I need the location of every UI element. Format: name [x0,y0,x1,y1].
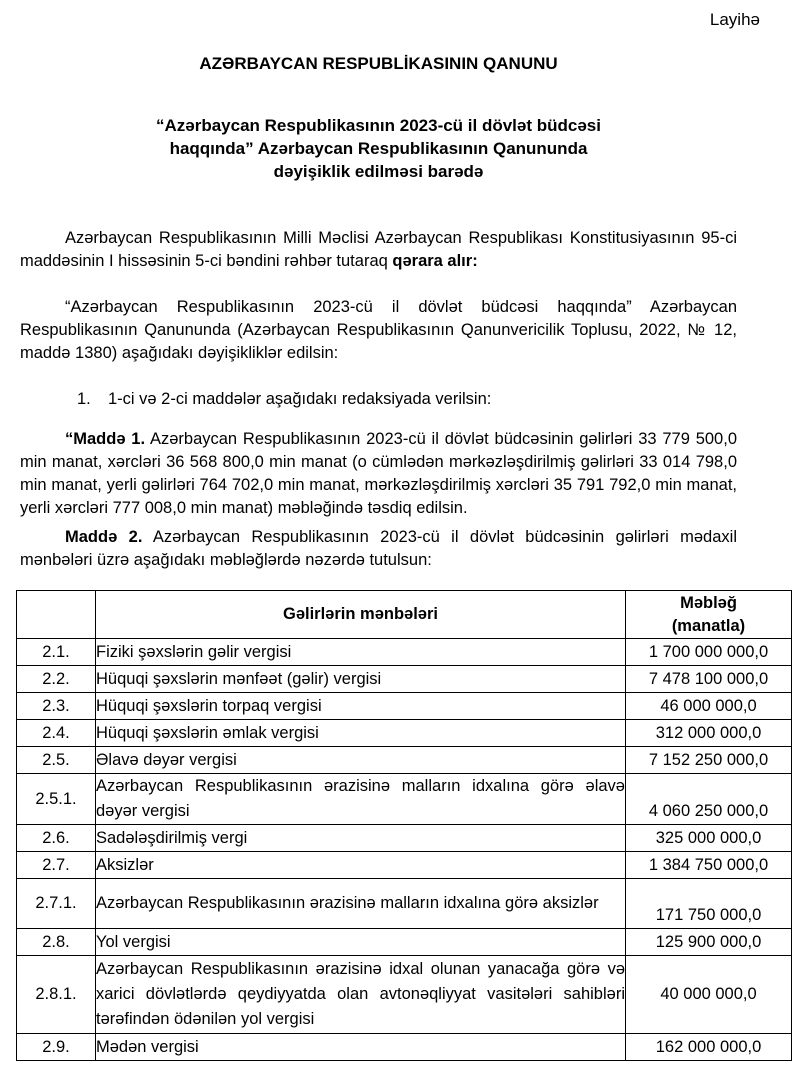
row-number-cell: 2.2. [17,666,96,693]
row-number-cell: 2.6. [17,825,96,852]
amount-cell: 1 700 000 000,0 [626,639,792,666]
table-row [17,1034,792,1061]
header-source-cell: Gəlirlərin mənbələri [96,591,626,639]
table-row [17,852,792,879]
row-number-cell: 2.5. [17,747,96,774]
revenue-source-cell: Sadələşdirilmiş vergi [96,825,626,852]
header-amount-line-2: (manatla) [671,616,746,635]
amount-cell: 162 000 000,0 [626,1034,792,1061]
table-row [17,666,792,693]
article-1-label: “Maddə 1. [65,430,146,448]
header-empty-cell [17,591,96,639]
amount-cell: 40 000 000,0 [626,956,792,1034]
article-1-text: Azərbaycan Respublikasının 2023-cü il dövlət büdcəsinin gəlirləri 33 779 500,0 min manat, xərcləri 36 568 800,0 min manat (o cümlədən mərkəzləşdirilmiş gəlirləri 33 014 798,0 min manat, yerli gəlirləri 764 702,0 min manat, mərkəzləşdirilmiş xərcləri 35 791 792,0 min manat, yerli xərcləri 777 008,0 min manat) məbləğində təsdiq edilsin. [20,430,737,517]
revenue-source-cell: Aksizlər [96,852,626,879]
row-number-cell: 2.7. [17,852,96,879]
row-number-cell: 2.5.1. [17,774,96,825]
row-number-cell: 2.8.1. [17,956,96,1034]
revenue-source-cell: Azərbaycan Respublikasının ərazisinə idxal olunan yanacağa görə və xarici dövlətlərdə qeydiyyatda olan avtonəqliyyat vasitələri sahibləri tərəfindən ödənilən yol vergisi [96,956,626,1034]
table-header-row [17,591,792,639]
law-title: AZƏRBAYCAN RESPUBLİKASININ QANUNU [199,54,558,73]
table-row [17,956,792,1034]
row-number-cell: 2.7.1. [17,879,96,929]
table-row [17,639,792,666]
row-number-cell: 2.3. [17,693,96,720]
amount-cell: 312 000 000,0 [626,720,792,747]
list-item-number: 1. [77,390,91,408]
article-2-label: Maddə 2. [65,528,143,546]
table-row [17,879,792,929]
revenue-source-cell: Əlavə dəyər vergisi [96,747,626,774]
draft-label: Layihə [709,10,760,29]
subtitle-line-2: haqqında” Azərbaycan Respublikasının Qanununda [169,139,588,158]
amount-cell: 125 900 000,0 [626,929,792,956]
row-number-cell: 2.1. [17,639,96,666]
revenue-source-cell: Azərbaycan Respublikasının ərazisinə malların idxalına görə aksizlər [96,879,626,929]
header-amount-line-1: Məbləğ [680,593,737,612]
table-row [17,929,792,956]
table-row [17,825,792,852]
row-number-cell: 2.9. [17,1034,96,1061]
table-row [17,774,792,825]
preamble-text: Azərbaycan Respublikasının Milli Məclisi Azərbaycan Respublikası Konstitusiyasının 95-ci maddəsinin I hissəsinin 5-ci bəndini rəhbər tutaraq [20,229,737,270]
revenue-source-cell: Hüquqi şəxslərin mənfəət (gəlir) vergisi [96,666,626,693]
revenue-table [16,590,792,1061]
revenue-source-cell: Yol vergisi [96,929,626,956]
revenue-source-cell: Fiziki şəxslərin gəlir vergisi [96,639,626,666]
table-row [17,720,792,747]
revenue-source-cell: Mədən vergisi [96,1034,626,1061]
amount-cell: 7 152 250 000,0 [626,747,792,774]
subtitle-line-3: dəyişiklik edilməsi barədə [273,162,484,181]
header-amount-cell [626,591,792,639]
preamble-paragraph [20,227,737,273]
row-number-cell: 2.8. [17,929,96,956]
amount-cell: 46 000 000,0 [626,693,792,720]
amount-cell: 171 750 000,0 [626,879,792,929]
revenue-source-cell: Hüquqi şəxslərin əmlak vergisi [96,720,626,747]
preamble-decision-bold: qərara alır: [392,252,478,270]
article-2-text: Azərbaycan Respublikasının 2023-cü il dövlət büdcəsinin gəlirləri mədaxil mənbələri üzrə aşağıdakı məbləğlərdə nəzərdə tutulsun: [20,528,737,569]
amount-cell: 7 478 100 000,0 [626,666,792,693]
subtitle-line-1: “Azərbaycan Respublikasının 2023-cü il dövlət büdcəsi [156,116,601,135]
law-subtitle [20,114,737,183]
amendment-intro-paragraph: “Azərbaycan Respublikasının 2023-cü il dövlət büdcəsi haqqında” Azərbaycan Respublikasının Qanununda (Azərbaycan Respublikasının Qanunvericilik Toplusu, 2022, № 12, maddə 1380) aşağıdakı dəyişikliklər edilsin: [20,298,737,362]
list-item-text: 1-ci və 2-ci maddələr aşağıdakı redaksiyada verilsin: [108,390,492,408]
amount-cell: 1 384 750 000,0 [626,852,792,879]
amount-cell: 325 000 000,0 [626,825,792,852]
table-row [17,693,792,720]
article-2-paragraph [20,526,737,572]
revenue-source-cell: Hüquqi şəxslərin torpaq vergisi [96,693,626,720]
table-row [17,747,792,774]
revenue-source-cell: Azərbaycan Respublikasının ərazisinə malların idxalına görə əlavə dəyər vergisi [96,774,626,825]
article-1-paragraph [20,428,737,520]
list-item-1 [20,388,737,411]
amount-cell: 4 060 250 000,0 [626,774,792,825]
row-number-cell: 2.4. [17,720,96,747]
